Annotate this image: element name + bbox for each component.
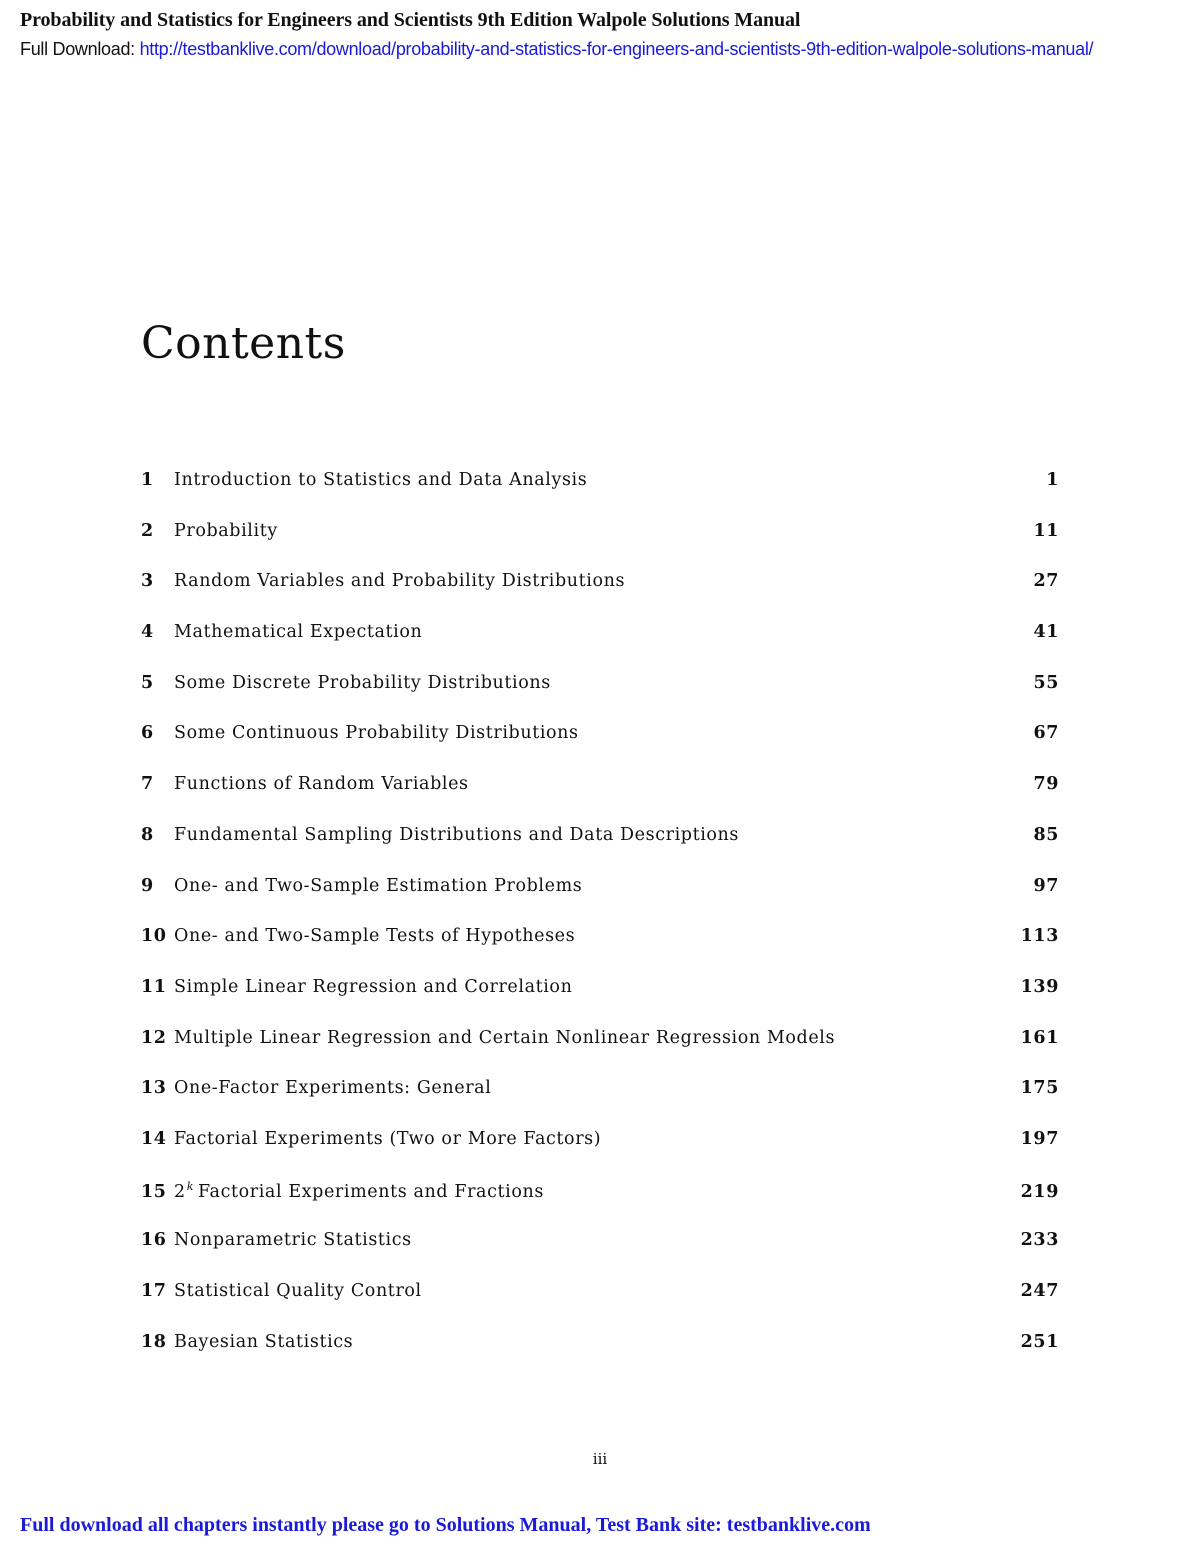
document-title: Probability and Statistics for Engineers and Scientists 9th Edition Walpole Solutions Manual xyxy=(20,9,801,31)
chapter-title: Random Variables and Probability Distributions xyxy=(174,571,626,592)
chapter-title: Statistical Quality Control xyxy=(174,1281,422,1301)
chapter-title: Factorial Experiments (Two or More Factors) xyxy=(174,1128,602,1149)
chapter-page: 161 xyxy=(1020,1027,1059,1048)
chapter-title: Some Continuous Probability Distributions xyxy=(174,723,579,744)
chapter-title: Introduction to Statistics and Data Analysis xyxy=(174,470,588,490)
chapter-page: 55 xyxy=(1033,672,1059,693)
chapter-number: 15 xyxy=(141,1181,167,1202)
toc-entry-5[interactable] xyxy=(141,673,1059,724)
chapter-number: 7 xyxy=(141,774,154,795)
chapter-title: Multiple Linear Regression and Certain Nonlinear Regression Models xyxy=(174,1027,836,1048)
toc-entry-17[interactable] xyxy=(141,1281,1059,1332)
toc-entry-18[interactable] xyxy=(141,1332,1059,1383)
chapter-number: 1 xyxy=(141,470,154,490)
chapter-title: Factorial Experiments and Fractions xyxy=(198,1181,544,1202)
chapter-page: 79 xyxy=(1033,774,1059,795)
toc-entry-10[interactable] xyxy=(141,926,1059,977)
toc-entry-16[interactable] xyxy=(141,1230,1059,1281)
table-of-contents xyxy=(141,470,1059,1382)
chapter-page: 251 xyxy=(1020,1331,1059,1352)
toc-entry-2[interactable] xyxy=(141,521,1059,572)
chapter-title: Mathematical Expectation xyxy=(174,622,423,643)
chapter-title-exponent: k xyxy=(186,1179,194,1193)
chapter-number: 9 xyxy=(141,875,154,896)
chapter-title: Functions of Random Variables xyxy=(174,774,469,795)
chapter-title: Bayesian Statistics xyxy=(174,1331,354,1352)
chapter-page: 97 xyxy=(1033,875,1059,896)
toc-entry-9[interactable] xyxy=(141,876,1059,927)
chapter-number: 18 xyxy=(141,1331,167,1352)
chapter-title: Probability xyxy=(174,520,278,541)
chapter-page: 233 xyxy=(1020,1230,1059,1251)
download-line xyxy=(20,39,1200,60)
chapter-page: 85 xyxy=(1033,824,1059,845)
chapter-page: 219 xyxy=(1020,1181,1059,1202)
chapter-title: One- and Two-Sample Tests of Hypotheses xyxy=(174,926,576,947)
contents-heading: Contents xyxy=(141,318,346,369)
chapter-number: 3 xyxy=(141,571,154,592)
toc-entry-11[interactable] xyxy=(141,977,1059,1028)
download-label: Full Download: xyxy=(20,39,140,59)
chapter-number: 12 xyxy=(141,1027,167,1048)
toc-entry-4[interactable] xyxy=(141,622,1059,673)
chapter-number: 6 xyxy=(141,723,154,744)
chapter-number: 16 xyxy=(141,1230,167,1251)
chapter-page: 27 xyxy=(1033,571,1059,592)
chapter-number: 14 xyxy=(141,1128,167,1149)
chapter-page: 113 xyxy=(1020,926,1059,947)
chapter-page: 41 xyxy=(1033,622,1059,643)
chapter-title: Some Discrete Probability Distributions xyxy=(174,672,551,693)
chapter-number: 8 xyxy=(141,824,154,845)
chapter-page: 139 xyxy=(1020,976,1059,997)
download-link[interactable]: http://testbanklive.com/download/probability-and-statistics-for-engineers-and-scientists-9th-edition-walpole-solutions-manual/ xyxy=(139,39,1094,59)
toc-entry-12[interactable] xyxy=(141,1028,1059,1079)
chapter-page: 197 xyxy=(1020,1128,1059,1149)
chapter-title: One-Factor Experiments: General xyxy=(174,1078,492,1099)
toc-entry-15[interactable] xyxy=(141,1180,1059,1231)
toc-entry-8[interactable] xyxy=(141,825,1059,876)
chapter-page: 1 xyxy=(1046,470,1059,490)
chapter-number: 5 xyxy=(141,672,154,693)
page-number: iii xyxy=(592,1450,608,1468)
chapter-page: 11 xyxy=(1033,520,1059,541)
chapter-number: 10 xyxy=(141,926,167,947)
chapter-title: One- and Two-Sample Estimation Problems xyxy=(174,875,583,896)
chapter-title: Simple Linear Regression and Correlation xyxy=(174,976,573,997)
toc-entry-3[interactable] xyxy=(141,571,1059,622)
chapter-number: 4 xyxy=(141,622,154,643)
chapter-title: Nonparametric Statistics xyxy=(174,1230,412,1251)
chapter-title: Fundamental Sampling Distributions and Data Descriptions xyxy=(174,824,739,845)
chapter-page: 67 xyxy=(1033,723,1059,744)
toc-entry-1[interactable] xyxy=(141,470,1059,521)
chapter-page: 175 xyxy=(1020,1078,1059,1099)
toc-entry-13[interactable] xyxy=(141,1078,1059,1129)
chapter-page: 247 xyxy=(1020,1281,1059,1301)
toc-entry-7[interactable] xyxy=(141,774,1059,825)
toc-entry-6[interactable] xyxy=(141,723,1059,774)
chapter-number: 17 xyxy=(141,1281,167,1301)
toc-entry-14[interactable] xyxy=(141,1129,1059,1180)
chapter-number: 13 xyxy=(141,1078,167,1099)
chapter-title-base: 2 xyxy=(174,1181,186,1202)
footer-promo-link[interactable]: Full download all chapters instantly please go to Solutions Manual, Test Bank site: testbanklive.com xyxy=(20,1514,871,1536)
chapter-number: 11 xyxy=(141,976,167,997)
chapter-number: 2 xyxy=(141,520,154,541)
chapter-title-with-exponent xyxy=(174,1180,1021,1202)
